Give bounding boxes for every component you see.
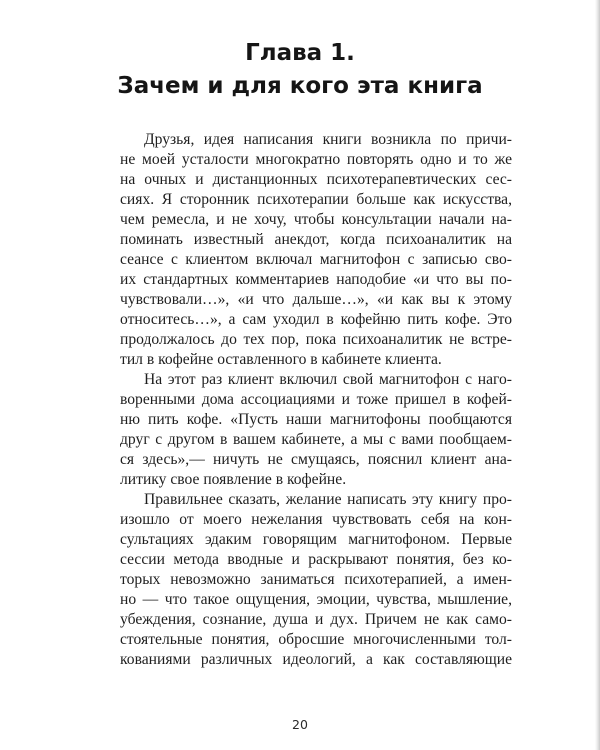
page-edge-shadow <box>595 0 600 750</box>
text-line: сультациях эдаким говорящим магнитофоном. Первые <box>120 531 512 548</box>
text-line: сиях. Я сторонник психотерапии больше как искусства, <box>120 191 512 208</box>
page-number: 20 <box>292 717 308 732</box>
text-line: литику свое появление в кофейне. <box>120 471 347 488</box>
text-line: их стандартных комментариев наподобие «и что вы по- <box>120 271 512 288</box>
chapter-heading <box>0 37 600 103</box>
text-line: торых невозможно заниматься психотерапией, а имен- <box>120 571 512 588</box>
chapter-number: Глава 1. <box>245 40 355 66</box>
text-line: на очных и дистанционных психотерапевтических сес- <box>120 171 512 188</box>
text-line: тил в кофейне оставленного в кабинете клиента. <box>120 351 442 368</box>
text-line: Друзья, идея написания книги возникла по причи- <box>144 131 512 148</box>
text-line: не моей усталости многократно повторять одно и то же <box>120 151 512 168</box>
text-line: убеждения, сознание, душа и дух. Причем не как само- <box>120 611 512 628</box>
paragraph-2 <box>120 370 512 490</box>
text-line: но — что такое ощущения, эмоции, чувства, мышление, <box>120 591 512 608</box>
text-line: На этот раз клиент включил свой магнитофон с наго- <box>144 371 512 388</box>
text-line: сессии метода вводные и раскрывают понятия, без ко- <box>120 551 512 568</box>
paragraph-1 <box>120 130 512 370</box>
chapter-body <box>120 130 512 670</box>
text-line: стоятельные понятия, обросшие многочисленными тол- <box>120 631 512 648</box>
text-line: воренными дома ассоциациями и тоже пришел в кофей- <box>120 391 512 408</box>
text-line: поминать известный анекдот, когда психоаналитик на <box>120 231 512 248</box>
text-line: друг с другом в вашем кабинете, а мы с вами пообщаем- <box>120 431 512 448</box>
text-line: сеансе с клиентом включал магнитофон с записью сво- <box>120 251 512 268</box>
text-line: ню пить кофе. «Пусть наши магнитофоны пообщаются <box>120 411 512 428</box>
text-line: кованиями различных идеологий, а как составляющие <box>120 651 512 668</box>
text-line: продолжалось до тех пор, пока психоаналитик не встре- <box>120 331 512 348</box>
text-line: Правильнее сказать, желание написать эту книгу про- <box>144 491 512 508</box>
text-line: чувствовали…», «и что дальше…», «и как вы к этому <box>120 291 512 308</box>
text-line: чем ремесла, и не хочу, чтобы консультации начали на- <box>120 211 512 228</box>
text-line: изошло от моего нежелания чувствовать себя на кон- <box>120 511 512 528</box>
text-line: ся здесь»,— ничуть не смущаясь, пояснил клиент ана- <box>120 451 512 468</box>
chapter-title: Зачем и для кого эта книга <box>117 73 483 99</box>
text-line: относитесь…», а сам уходил в кофейню пить кофе. Это <box>120 311 512 328</box>
paragraph-3 <box>120 490 512 670</box>
